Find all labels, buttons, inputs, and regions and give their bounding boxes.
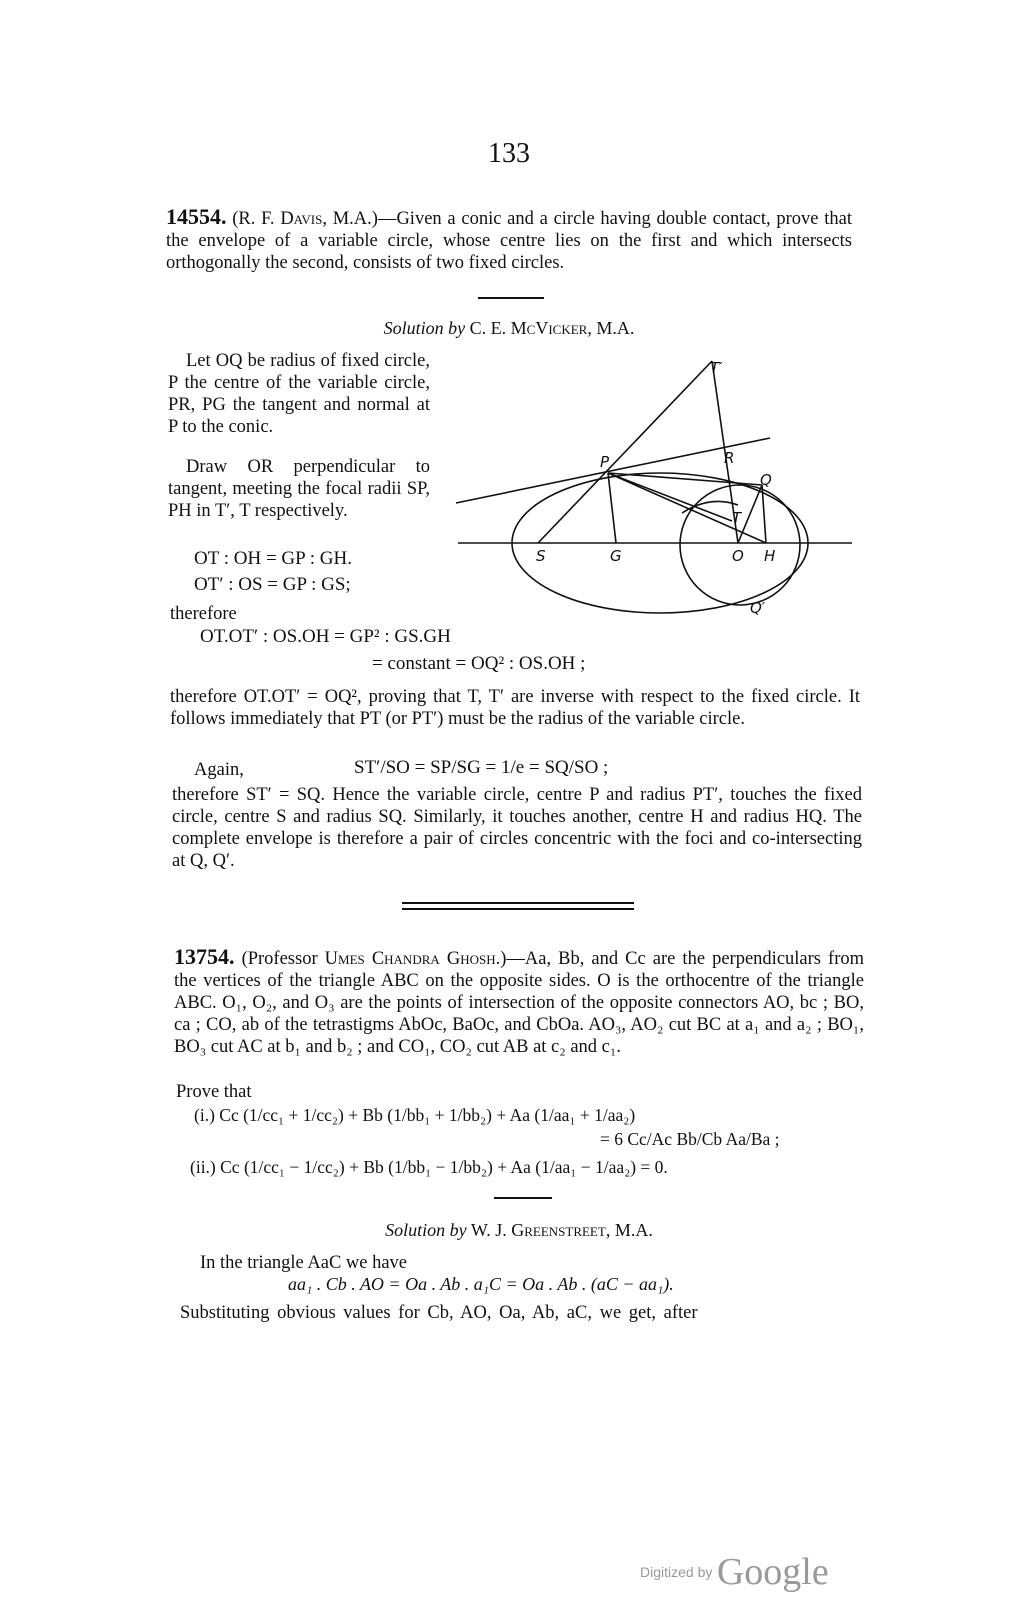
digitized-label: Digitized by [640, 1564, 713, 1580]
solution2-line-1: In the triangle AaC we have [200, 1253, 408, 1273]
equation-ii: (ii.) Cc (1/cc₁ − 1/cc₂) + Bb (1/bb₁ − 1/bb₂) + Aa (1/aa₁ − 1/aa₂) = 0. [190, 1157, 668, 1177]
page-number: 133 [488, 138, 530, 169]
short-divider-2 [494, 1197, 552, 1199]
solution-label: Solution by [385, 1220, 467, 1240]
equation-3: OT.OT′ : OS.OH = GP² : GS.GH [200, 626, 451, 647]
therefore-label: therefore [170, 604, 237, 624]
solution2-equation: aa₁ . Cb . AO = Oa . Ab . a₁C = Oa . Ab . (aC − aa₁). [288, 1274, 674, 1294]
problem-13754 [174, 946, 864, 1058]
solver-suffix: , M.A. [587, 318, 635, 338]
solver-prefix: C. E. [469, 318, 511, 338]
author-name: Davis [280, 209, 323, 229]
label-t-prime: T′ [710, 359, 723, 377]
solver-prefix: W. J. [470, 1220, 512, 1240]
conic-figure [420, 345, 860, 625]
solution-intro: Let OQ be radius of fixed circle, P the centre of the variable circle, PR, PG the tangent and normal at P to the conic. [168, 351, 430, 437]
solver-name: McVicker [510, 318, 588, 338]
problem-number: 14554. [166, 204, 227, 229]
double-divider-top [402, 902, 634, 904]
solution-para-2: therefore OT.OT′ = OQ², proving that T, T′ are inverse with respect to the fixed circle. It follows immediately that PT (or PT′) must be the radius of the variable circle. [170, 687, 860, 729]
solution2-line-2: Substituting obvious values for Cb, AO, Oa, Ab, aC, we get, after [180, 1303, 698, 1323]
problem-text: Aa, Bb, and Cc are the perpendiculars from the vertices of the triangle ABC on the opposite sides. O is the orthocentre of the triangle ABC. O₁, O₂, and O₃ are the points of intersection of the opposite connectors AO, bc ; BO, ca ; CO, ab of the tetrastigms AbOc, BaOc, and CbOa. AO₃, AO₂ cut BC at a₁ and a₂ ; BO₁, BO₃ cut AC at b₁ and b₂ ; and CO₁, CO₂ cut AB at c₂ and c₁. [174, 949, 865, 1057]
again-equation: ST′/SO = SP/SG = 1/e = SQ/SO ; [354, 757, 609, 778]
author-prefix: (R. F. [232, 209, 281, 229]
label-q: Q [760, 471, 772, 489]
fixed-circle [680, 485, 800, 605]
normal-pg [608, 473, 616, 543]
author-name: Umes Chandra Ghosh [324, 949, 496, 969]
author-suffix: , M.A.)— [322, 209, 397, 229]
prove-that: Prove that [176, 1082, 252, 1102]
problem-number: 13754. [174, 944, 235, 969]
digitized-by-watermark [640, 1550, 829, 1594]
solution-heading [166, 318, 852, 339]
google-logo: Google [716, 1551, 829, 1593]
author-suffix: .)— [495, 949, 525, 969]
equation-1: OT : OH = GP : GH. [194, 548, 352, 569]
label-o: O [732, 547, 744, 565]
label-s: S [536, 547, 546, 565]
equation-i: (i.) Cc (1/cc₁ + 1/cc₂) + Bb (1/bb₁ + 1/bb₂) + Aa (1/aa₁ + 1/aa₂) [194, 1105, 636, 1125]
solver-suffix: , M.A. [605, 1220, 653, 1240]
label-q-prime: Q′ [750, 599, 766, 617]
tangent-line [456, 438, 770, 503]
line-s-tprime [538, 361, 712, 543]
label-t: T [732, 509, 742, 527]
equation-4: = constant = OQ² : OS.OH ; [372, 653, 586, 674]
problem-14554 [166, 206, 852, 274]
equation-i-rhs: = 6 Cc/Ac Bb/Cb Aa/Ba ; [600, 1129, 780, 1149]
solution-heading-2 [174, 1220, 864, 1241]
label-r: R [724, 449, 735, 467]
solution-draw: Draw OR perpendicular to tangent, meeting the focal radii SP, PH in T′, T respectively. [168, 457, 430, 521]
equation-2: OT′ : OS = GP : GS; [194, 574, 351, 595]
label-h: H [764, 547, 776, 565]
solution-para-3: therefore ST′ = SQ. Hence the variable circle, centre P and radius PT′, touches the fixed circle, centre S and radius SQ. Similarly, it touches another, centre H and radius HQ. The complete envelope is therefore a pair of circles concentric with the foci and co-intersecting at Q, Q′. [172, 785, 862, 871]
author-prefix: (Professor [241, 949, 325, 969]
short-divider [478, 297, 544, 299]
solver-name: Greenstreet [511, 1220, 606, 1240]
again-label: Again, [194, 760, 244, 780]
line-p-t [608, 473, 732, 521]
solution-label: Solution by [383, 318, 466, 338]
double-divider-bottom [402, 908, 634, 910]
radius-oq [738, 485, 762, 543]
problem-text: Given a conic and a circle having double contact, prove that the envelope of a variable circle, whose centre lies on the first and which intersects orthogonally the second, consists of two fixed circles. [166, 209, 852, 273]
label-p: P [600, 453, 610, 471]
label-g: G [610, 547, 622, 565]
